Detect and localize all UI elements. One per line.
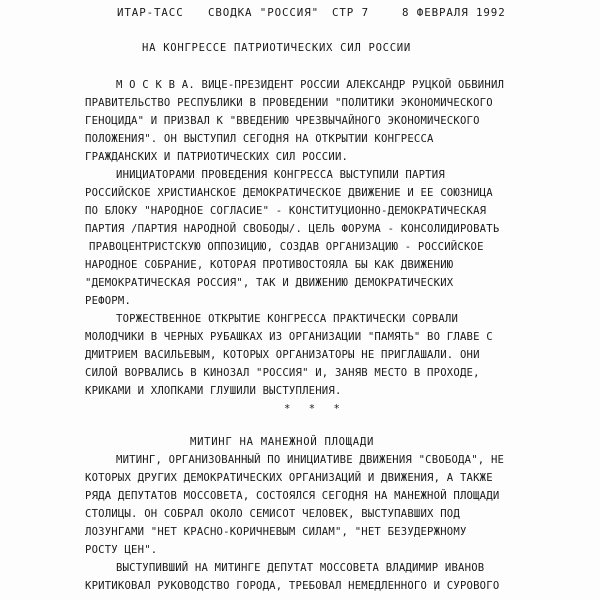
section-separator: * * *: [284, 403, 346, 415]
article2-line: КРИТИКОВАЛ РУКОВОДСТВО ГОРОДА, ТРЕБОВАЛ НЕМЕДЛЕННОГО И СУРОВОГО: [85, 580, 500, 592]
article1-line: КРИКАМИ И ХЛОПКАМИ ГЛУШИЛИ ВЫСТУПЛЕНИЯ.: [85, 385, 342, 397]
article1-line: ИНИЦИАТОРАМИ ПРОВЕДЕНИЯ КОНГРЕССА ВЫСТУПИЛИ ПАРТИЯ: [116, 169, 445, 181]
article2-line: СТОЛИЦЫ. ОН СОБРАЛ ОКОЛО СЕМИСОТ ЧЕЛОВЕК, ВЫСТУПАВШИХ ПОД: [85, 508, 460, 520]
article1-line: ПРАВОЦЕНТРИСТСКУЮ ОППОЗИЦИЮ, СОЗДАВ ОРГАНИЗАЦИЮ - РОССИЙСКОЕ: [89, 241, 484, 253]
article1-line: "ДЕМОКРАТИЧЕСКАЯ РОССИЯ", ТАК И ДВИЖЕНИЮ ДЕМОКРАТИЧЕСКИХ: [85, 277, 454, 289]
article1-line: СИЛОЙ ВОРВАЛИСЬ В КИНОЗАЛ "РОССИЯ" И, ЗАНЯВ МЕСТО В ПРОХОДЕ,: [85, 367, 480, 379]
article2-line: РОСТУ ЦЕН".: [85, 544, 158, 556]
article2-line: ЛОЗУНГАМИ "НЕТ КРАСНО-КОРИЧНЕВЫМ СИЛАМ", "НЕТ БЕЗУДЕРЖНОМУ: [85, 526, 467, 538]
header-page: СТР 7: [332, 6, 370, 19]
article1-line: РЕФОРМ.: [85, 295, 132, 307]
header-agency: ИТАР-ТАСС: [117, 6, 184, 19]
article1-title: НА КОНГРЕССЕ ПАТРИОТИЧЕСКИХ СИЛ РОССИИ: [142, 42, 411, 54]
article2-line: МИТИНГ, ОРГАНИЗОВАННЫЙ ПО ИНИЦИАТИВЕ ДВИЖЕНИЯ "СВОБОДА", НЕ: [116, 454, 505, 466]
article1-line: МОЛОДЧИКИ В ЧЕРНЫХ РУБАШКАХ ИЗ ОРГАНИЗАЦИИ "ПАМЯТЬ" ВО ГЛАВЕ С: [85, 331, 493, 343]
header-date: 8 ФЕВРАЛЯ 1992: [402, 6, 506, 19]
article2-line: КОТОРЫХ ДРУГИХ ДЕМОКРАТИЧЕСКИХ ОРГАНИЗАЦИЙ И ДВИЖЕНИЯ, А ТАКЖЕ: [85, 472, 493, 484]
article1-line: ДМИТРИЕМ ВАСИЛЬЕВЫМ, КОТОРЫХ ОРГАНИЗАТОРЫ НЕ ПРИГЛАШАЛИ. ОНИ: [85, 349, 480, 361]
article1-line: РОССИЙСКОЕ ХРИСТИАНСКОЕ ДЕМОКРАТИЧЕСКОЕ ДВИЖЕНИЕ И ЕЕ СОЮЗНИЦА: [85, 187, 493, 199]
header-section: СВОДКА "РОССИЯ": [208, 6, 320, 19]
article2-line: ВЫСТУПИВШИЙ НА МИТИНГЕ ДЕПУТАТ МОССОВЕТА ВЛАДИМИР ИВАНОВ: [116, 562, 485, 574]
article1-line: ПРАВИТЕЛЬСТВО РЕСПУБЛИКИ В ПРОВЕДЕНИИ "ПОЛИТИКИ ЭКОНОМИЧЕСКОГО: [85, 97, 493, 109]
article1-line: ПОЛОЖЕНИЯ". ОН ВЫСТУПИЛ СЕГОДНЯ НА ОТКРЫТИИ КОНГРЕССА: [85, 133, 434, 145]
article1-line: ПО БЛОКУ "НАРОДНОЕ СОГЛАСИЕ" - КОНСТИТУЦИОННО-ДЕМОКРАТИЧЕСКАЯ: [85, 205, 487, 217]
article1-line: НАРОДНОЕ СОБРАНИЕ, КОТОРАЯ ПРОТИВОСТОЯЛА БЫ КАК ДВИЖЕНИЮ: [85, 259, 454, 271]
article2-line: РЯДА ДЕПУТАТОВ МОССОВЕТА, СОСТОЯЛСЯ СЕГОДНЯ НА МАНЕЖНОЙ ПЛОЩАДИ: [85, 490, 500, 502]
article1-line: ПАРТИЯ /ПАРТИЯ НАРОДНОЙ СВОБОДЫ/. ЦЕЛЬ ФОРУМА - КОНСОЛИДИРОВАТЬ: [85, 223, 500, 235]
article1-line: ГЕНОЦИДА" И ПРИЗВАЛ К "ВВЕДЕНИЮ ЧРЕЗВЫЧАЙНОГО ЭКОНОМИЧЕСКОГО: [85, 115, 480, 127]
article1-line: ТОРЖЕСТВЕННОЕ ОТКРЫТИЕ КОНГРЕССА ПРАКТИЧЕСКИ СОРВАЛИ: [116, 313, 459, 325]
article1-line: ГРАЖДАНСКИХ И ПАТРИОТИЧЕСКИХ СИЛ РОССИИ.: [85, 151, 349, 163]
article2-title: МИТИНГ НА МАНЕЖНОЙ ПЛОЩАДИ: [190, 436, 375, 448]
article1-line: М О С К В А. ВИЦЕ-ПРЕЗИДЕНТ РОССИИ АЛЕКСАНДР РУЦКОЙ ОБВИНИЛ: [116, 79, 505, 91]
